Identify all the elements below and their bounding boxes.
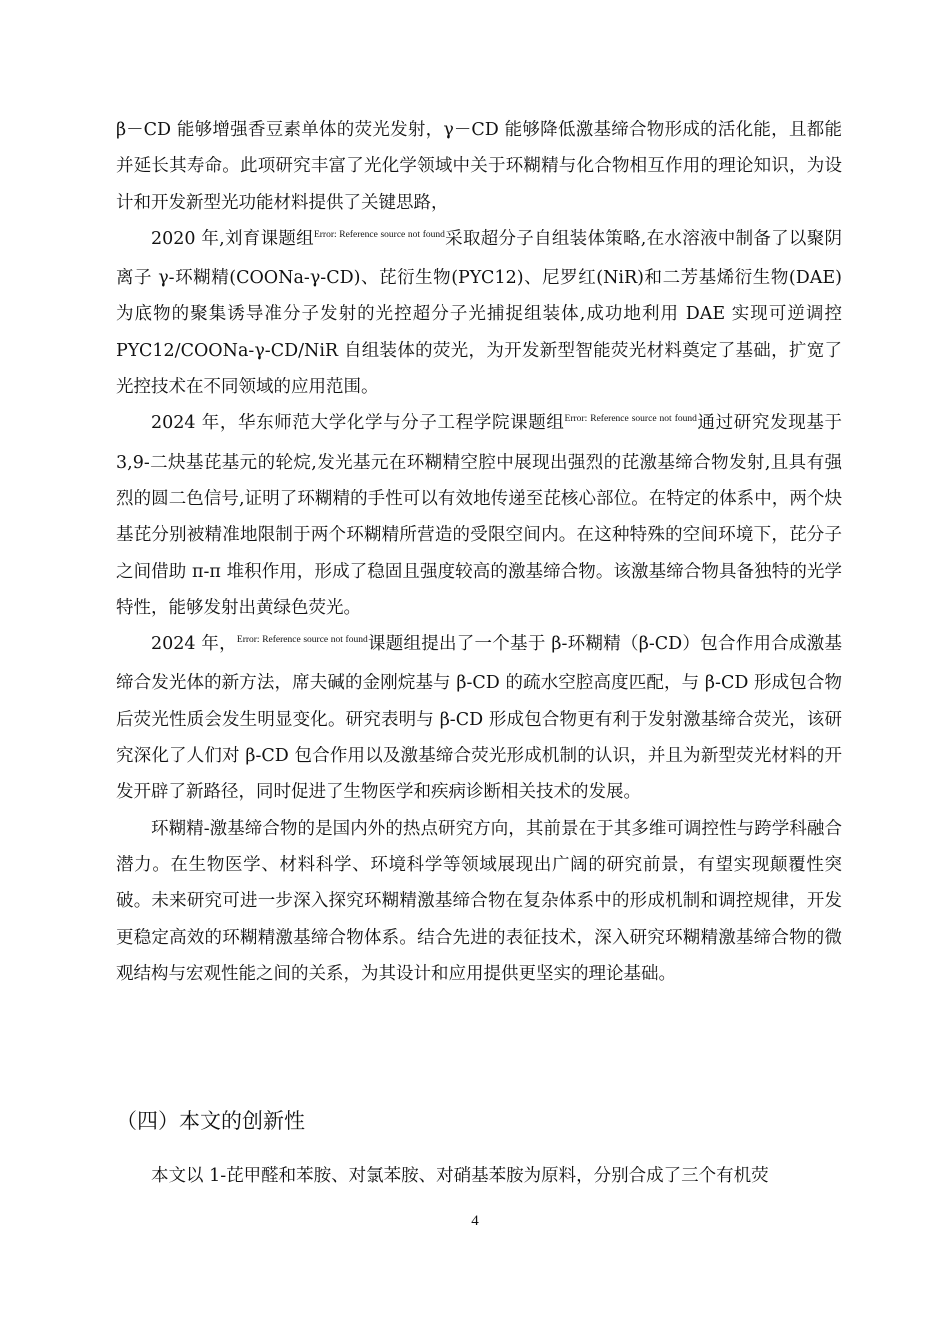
reference-error: Error: Reference source not found xyxy=(313,229,445,240)
paragraph-2-text-start: 2020 年,刘育课题组 xyxy=(151,228,314,249)
reference-error: Error: Reference source not found xyxy=(564,414,697,425)
paragraph-5: 环糊精-激基缔合物的是国内外的热点研究方向，其前景在于其多维可调控性与跨学科融合潜力。在生物医学、材料科学、环境科学等领域展现出广阔的研究前景，有望实现颠覆性突破。未来研究可进一步深入探究环糊精激基缔合物在复杂体系中的形成机制和调控规律，开发更稳定高效的环糊精激基缔合物体系。结合先进的表征技术，深入研究环糊精激基缔合物的微观结构与宏观性能之间的关系，为其设计和应用提供更坚实的理论基础。 xyxy=(116,818,842,984)
paragraph-4 xyxy=(116,626,842,810)
section-body xyxy=(116,1158,842,1194)
paragraph-3 xyxy=(116,405,842,626)
page-number: 4 xyxy=(471,1213,479,1229)
paragraph-4-text-start: 2024 年， xyxy=(151,634,237,655)
paragraph-1: β－CD 能够增强香豆素单体的荧光发射，γ－CD 能够降低激基缔合物形成的活化能，且都能并延长其寿命。此项研究丰富了光化学领域中关于环糊精与化合物相互作用的理论知识，为设计和开发新型光功能材料提供了关键思路， xyxy=(116,120,842,213)
section-heading: （四）本文的创新性 xyxy=(116,1109,305,1133)
body-text xyxy=(116,112,842,992)
paragraph-3-text-rest: 通过研究发现基于 3,9-二炔基芘基元的轮烷,发光基元在环糊精空腔中展现出强烈的芘激基缔合物发射,且具有强烈的圆二色信号,证明了环糊精的手性可以有效地传递至芘核心部位。在特定的体系中，两个炔基芘分别被精准地限制于两个环糊精所营造的受限空间内。在这种特殊的空间环境下，芘分子之间借助 π-π 堆积作用，形成了稳固且强度较高的激基缔合物。该激基缔合物具备独特的光学特性，能够发射出黄绿色荧光。 xyxy=(116,413,842,618)
paragraph-2 xyxy=(116,221,842,405)
paragraph-4-text-rest: 课题组提出了一个基于 β-环糊精（β-CD）包合作用合成激基缔合发光体的新方法，席夫碱的金刚烷基与 β-CD 的疏水空腔高度匹配，与 β-CD 形成包合物后荧光性质会发生明显变化。研究表明与 β-CD 形成包合物更有利于发射激基缔合荧光，该研究深化了人们对 β-CD 包合作用以及激基缔合荧光形成机制的认识，并且为新型荧光材料的开发开辟了新路径，同时促进了生物医学和疾病诊断相关技术的发展。 xyxy=(116,634,843,803)
paragraph-6: 本文以 1-芘甲醛和苯胺、对氯苯胺、对硝基苯胺为原料，分别合成了三个有机荧 xyxy=(151,1166,769,1186)
paragraph-3-text-start: 2024 年，华东师范大学化学与分子工程学院课题组 xyxy=(151,413,565,434)
paragraph-2-text-rest: 采取超分子自组装体策略,在水溶液中制备了以聚阴离子 γ-环糊精(COONa-γ-CD)、芘衍生物(PYC12)、尼罗红(NiR)和二芳基烯衍生物(DAE)为底物的聚集诱导准分子发射的光控超分子光捕捉组装体,成功地利用 DAE 实现可逆调控 PYC12/COONa-γ-CD/NiR 自组装体的荧光，为开发新型智能荧光材料奠定了基础，扩宽了光控技术在不同领域的应用范围。 xyxy=(116,228,842,398)
reference-error: Error: Reference source not found xyxy=(236,635,368,646)
